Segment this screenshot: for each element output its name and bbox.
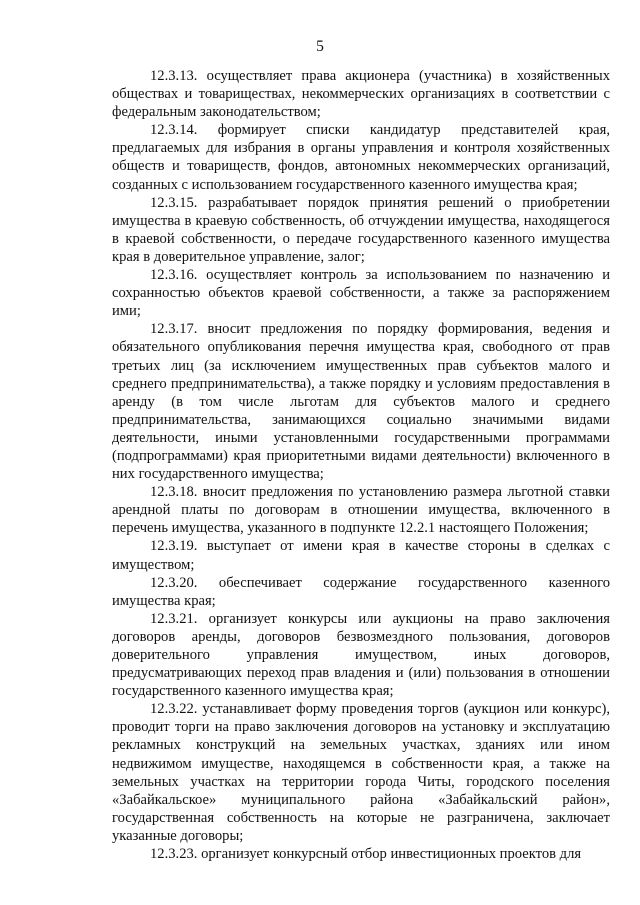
- paragraph-12-3-21: 12.3.21. организует конкурсы или аукционы на право заключения договоров аренды, договоров безвозмездного пользования, договоров доверительного управления имуществом, иных договоров, предусматривающих переход прав владения и (или) пользования в отношении государственного казенного имущества края;: [112, 610, 610, 700]
- paragraph-12-3-15: 12.3.15. разрабатывает порядок принятия решений о приобретении имущества в краевую собственность, об отчуждении имущества, находящегося в краевой собственности, о передаче государственного казенного имущества края в доверительное управление, залог;: [112, 194, 610, 265]
- document-body: [112, 67, 610, 863]
- paragraph-12-3-17: 12.3.17. вносит предложения по порядку формирования, ведения и обязательного опубликования перечня имущества края, свободного от прав третьих лиц (за исключением имущественных прав субъектов малого и среднего предпринимательства), а также порядку и условиям предоставления в аренду (в том числе льготам для субъектов малого и среднего предпринимательства, занимающихся социально значимыми видами деятельности, иными установленными государственными программами (подпрограммами) края приоритетными видами деятельности) включенного в них государственного имущества;: [112, 321, 610, 483]
- paragraph-12-3-23: 12.3.23. организует конкурсный отбор инвестиционных проектов для: [150, 846, 582, 863]
- paragraph-12-3-18: 12.3.18. вносит предложения по установлению размера льготной ставки арендной платы по договорам в отношении имущества, включенного в перечень имущества, указанного в подпункте 12.2.1 настоящего Положения;: [112, 484, 610, 537]
- paragraph-12-3-16: 12.3.16. осуществляет контроль за использованием по назначению и сохранностью объектов краевой собственности, а также за распоряжением ими;: [112, 267, 610, 320]
- paragraph-12-3-13: 12.3.13. осуществляет права акционера (участника) в хозяйственных обществах и товариществах, некоммерческих организациях в соответствии с федеральным законодательством;: [112, 68, 610, 121]
- paragraph-12-3-14: 12.3.14. формирует списки кандидатур представителей края, предлагаемых для избрания в органы управления и контроля хозяйственных обществ и товариществ, фондов, автономных некоммерческих организаций, созданных с использованием государственного казенного имущества края;: [112, 122, 610, 193]
- paragraph-12-3-19: 12.3.19. выступает от имени края в качестве стороны в сделках с имуществом;: [112, 538, 610, 573]
- page-number: 5: [316, 38, 324, 55]
- paragraph-12-3-22: 12.3.22. устанавливает форму проведения торгов (аукцион или конкурс), проводит торги на право заключения договоров на установку и эксплуатацию рекламных конструкций на земельных участках, зданиях или ином недвижимом имуществе, находящемся в собственности края, а также на земельных участках на территории города Читы, городского поселения «Забайкальское» муниципального района «Забайкальский район», государственная собственность на которые не разграничена, заключает указанные договоры;: [112, 701, 610, 844]
- paragraph-12-3-20: 12.3.20. обеспечивает содержание государственного казенного имущества края;: [112, 574, 610, 609]
